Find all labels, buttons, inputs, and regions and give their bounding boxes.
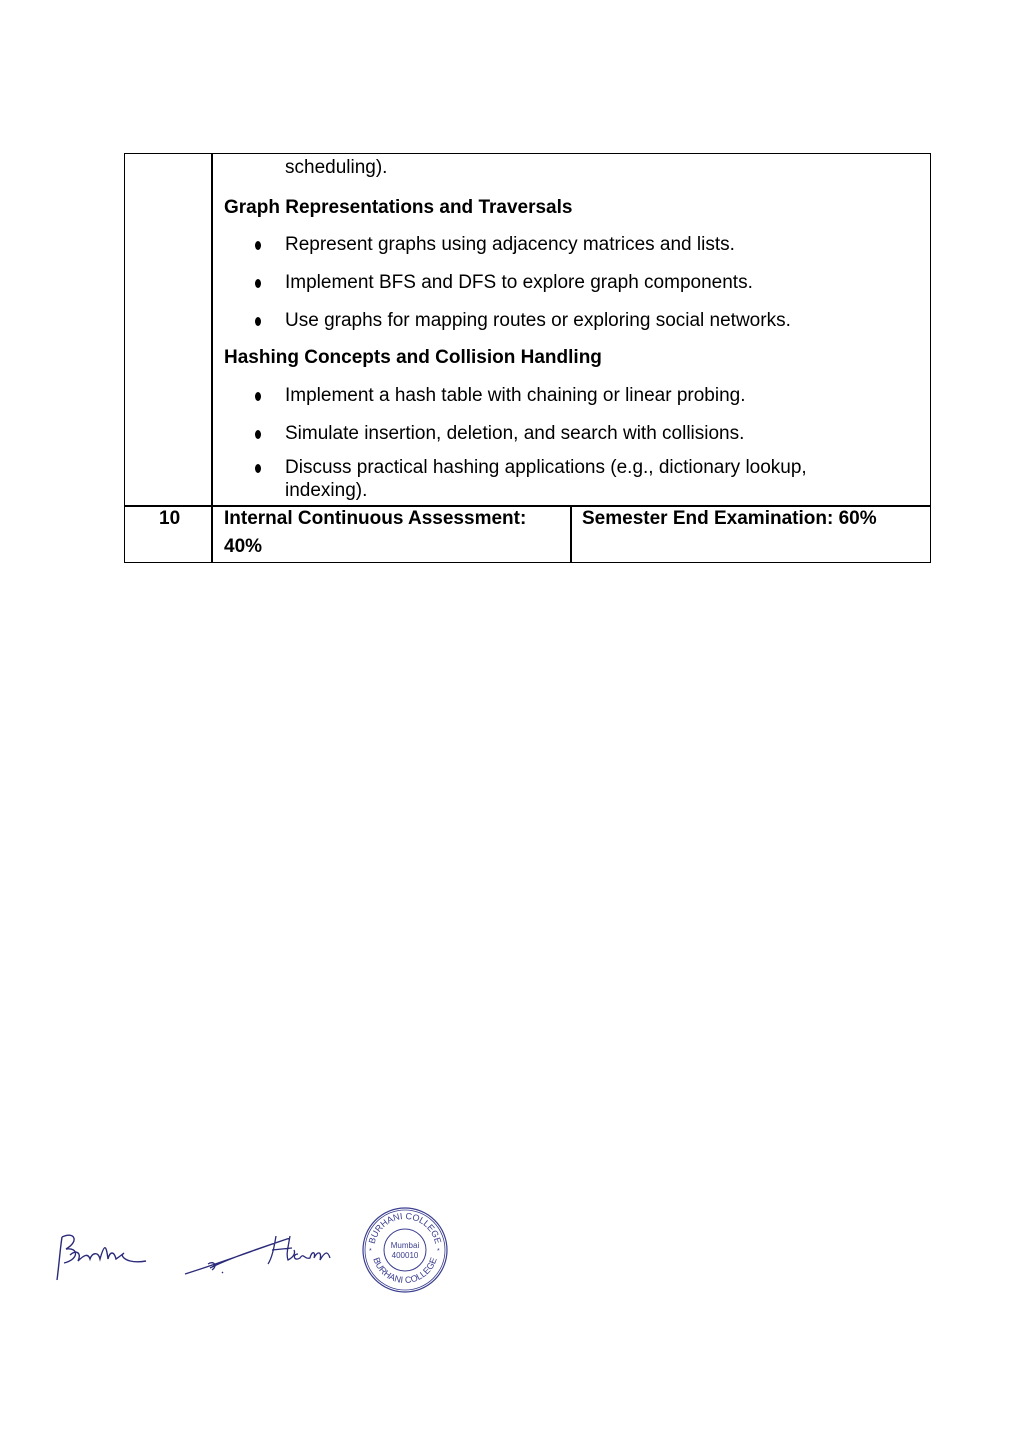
- stamp-text-top: BURHANI COLLEGE: [366, 1210, 444, 1245]
- list-item: Implement BFS and DFS to explore graph components.: [285, 272, 753, 293]
- list-item: Represent graphs using adjacency matrices and lists.: [285, 234, 735, 255]
- bullet-icon: [255, 464, 261, 473]
- list-item: Simulate insertion, deletion, and search with collisions.: [285, 423, 745, 444]
- list-item-continuation: indexing).: [285, 480, 368, 501]
- section-heading: Hashing Concepts and Collision Handling: [224, 347, 602, 368]
- internal-assessment-percent: 40%: [224, 536, 263, 557]
- list-item: Discuss practical hashing applications (e.g., dictionary lookup,: [285, 457, 807, 478]
- external-assessment: Semester End Examination: 60%: [582, 508, 877, 529]
- section-heading: Graph Representations and Traversals: [224, 197, 573, 218]
- internal-assessment: Internal Continuous Assessment:: [224, 508, 527, 529]
- continuation-text: scheduling).: [285, 157, 388, 178]
- bullet-icon: [255, 392, 261, 401]
- stamp-text-bottom: BURHANI COLLEGE: [371, 1256, 439, 1286]
- row-divider: [124, 505, 931, 507]
- bullet-icon: [255, 279, 261, 288]
- bullet-icon: [255, 241, 261, 250]
- list-item: Use graphs for mapping routes or exploring social networks.: [285, 310, 791, 331]
- college-stamp: [360, 1205, 450, 1295]
- signature-2: [180, 1228, 345, 1283]
- svg-text:*: *: [369, 1248, 372, 1255]
- bullet-icon: [255, 430, 261, 439]
- list-item: Implement a hash table with chaining or linear probing.: [285, 385, 746, 406]
- stamp-pin: 400010: [391, 1251, 419, 1260]
- svg-text:*: *: [437, 1248, 440, 1255]
- stamp-city: Mumbai: [390, 1241, 420, 1250]
- row-number: 10: [159, 508, 181, 529]
- bullet-icon: [255, 317, 261, 326]
- column-divider: [570, 506, 572, 563]
- svg-text:BURHANI COLLEGE: [367, 1211, 444, 1245]
- signature-1: [52, 1225, 162, 1285]
- column-divider: [211, 153, 213, 563]
